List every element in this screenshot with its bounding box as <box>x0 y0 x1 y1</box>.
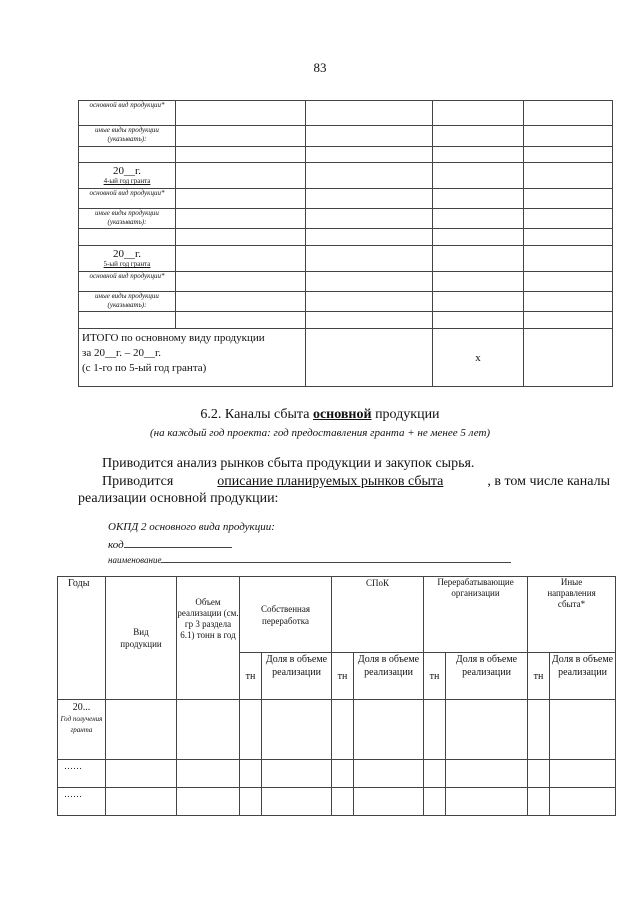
table-cell[interactable] <box>79 312 176 329</box>
table-row <box>79 272 613 292</box>
table-cell[interactable] <box>524 163 613 189</box>
table-cell[interactable] <box>306 126 433 147</box>
total-line-3: (с 1-го по 5-ый год гранта) <box>82 362 207 374</box>
okpd-heading: ОКПД 2 основного вида продукции: <box>108 521 275 533</box>
table-row <box>79 163 613 189</box>
table-cell[interactable] <box>528 788 550 816</box>
page-number: 83 <box>313 60 327 75</box>
table-row <box>58 788 616 816</box>
table-cell[interactable] <box>306 312 433 329</box>
total-row <box>79 329 613 387</box>
row-ellipsis: …… <box>58 788 106 816</box>
table-cell[interactable] <box>176 209 306 229</box>
table-cell[interactable] <box>79 147 176 163</box>
table-cell[interactable] <box>176 312 306 329</box>
table-cell[interactable] <box>306 246 433 272</box>
table-cell[interactable] <box>433 246 524 272</box>
table-cell[interactable] <box>306 189 433 209</box>
row-ellipsis: …… <box>58 760 106 788</box>
table-row <box>79 126 613 147</box>
header-years: Годы <box>58 577 106 700</box>
table-row <box>58 760 616 788</box>
table-cell[interactable] <box>424 700 446 760</box>
table-cell[interactable] <box>433 209 524 229</box>
table-row <box>79 147 613 163</box>
row-label: иные виды продукции (указывать): <box>79 126 176 147</box>
year-cell <box>79 246 176 272</box>
table-cell[interactable] <box>433 272 524 292</box>
row-label: основной вид продукции* <box>79 101 176 126</box>
table-cell[interactable] <box>424 760 446 788</box>
table-cell[interactable] <box>262 788 332 816</box>
section-subtitle: (на каждый год проекта: год предоставления гранта + не менее 5 лет) <box>149 427 491 439</box>
table-cell[interactable] <box>177 700 240 760</box>
table-cell[interactable] <box>176 229 306 246</box>
table-cell[interactable] <box>332 788 354 816</box>
table-cell[interactable] <box>424 788 446 816</box>
okpd-name-label: наименование <box>108 555 162 565</box>
row-year: 20... <box>72 702 91 713</box>
table-cell[interactable] <box>550 760 616 788</box>
table-cell[interactable] <box>433 101 524 126</box>
row-label: иные виды продукции (указывать): <box>79 292 176 312</box>
table-cell[interactable] <box>79 229 176 246</box>
subheader-tn: тн <box>332 653 354 700</box>
subheader-tn: тн <box>424 653 446 700</box>
table-row <box>79 312 613 329</box>
paragraph-2-pre: Приводится <box>102 474 174 489</box>
section-title-bold: основной <box>312 407 372 422</box>
table-row <box>79 246 613 272</box>
header-spok: СПоК <box>332 577 424 653</box>
total-line-2: за 20__г. – 20__г. <box>82 347 162 359</box>
table-cell[interactable] <box>446 700 528 760</box>
table-row <box>79 229 613 246</box>
total-x: х <box>433 329 524 387</box>
table-cell[interactable] <box>306 209 433 229</box>
row-label: основной вид продукции* <box>79 189 176 209</box>
header-row <box>58 577 616 653</box>
subheader-share: Доля в объеме реализации <box>550 653 616 700</box>
table-cell[interactable] <box>306 229 433 246</box>
table-cell[interactable] <box>446 788 528 816</box>
table-cell[interactable] <box>306 101 433 126</box>
table-cell[interactable] <box>524 272 613 292</box>
okpd-code-field[interactable] <box>124 537 232 548</box>
table-row <box>79 292 613 312</box>
production-table <box>78 100 613 387</box>
sales-channels-table <box>57 576 616 816</box>
table-cell[interactable] <box>306 147 433 163</box>
table-cell[interactable] <box>176 292 306 312</box>
table-cell[interactable] <box>354 760 424 788</box>
table-cell[interactable] <box>433 147 524 163</box>
table-cell[interactable] <box>524 147 613 163</box>
table-cell[interactable] <box>176 147 306 163</box>
row-year-cell <box>58 700 106 760</box>
table-cell[interactable] <box>106 700 177 760</box>
table-cell[interactable] <box>433 292 524 312</box>
subheader-share: Доля в объеме реализации <box>446 653 528 700</box>
table-cell[interactable] <box>306 272 433 292</box>
okpd-code <box>108 537 232 551</box>
okpd-code-label: код <box>108 539 124 551</box>
table-cell[interactable] <box>524 312 613 329</box>
table-cell[interactable] <box>550 788 616 816</box>
year-label: 20__г. <box>112 165 142 177</box>
table-cell[interactable] <box>306 292 433 312</box>
table-cell[interactable] <box>262 760 332 788</box>
table-cell[interactable] <box>524 209 613 229</box>
table-cell[interactable] <box>240 700 262 760</box>
table-cell[interactable] <box>306 163 433 189</box>
section-title-post: продукции <box>371 407 440 422</box>
table-cell[interactable] <box>177 760 240 788</box>
header-volume: Объем реализации (см. гр 3 раздела 6.1) тонн в год <box>177 577 240 700</box>
table-cell[interactable] <box>176 101 306 126</box>
table-cell[interactable] <box>176 126 306 147</box>
table-cell[interactable] <box>177 788 240 816</box>
table-cell[interactable] <box>433 189 524 209</box>
table-cell[interactable] <box>106 760 177 788</box>
table-cell[interactable] <box>446 760 528 788</box>
table-cell[interactable] <box>524 101 613 126</box>
table-cell[interactable] <box>306 329 433 387</box>
table-cell[interactable] <box>176 272 306 292</box>
row-label: иные виды продукции (указывать): <box>79 209 176 229</box>
table-cell[interactable] <box>433 312 524 329</box>
table-cell[interactable] <box>433 126 524 147</box>
okpd-name <box>108 554 511 565</box>
paragraph-1: Приводится анализ рынков сбыта продукции и закупок сырья. <box>102 456 475 471</box>
row-year-note: Год получения гранта <box>60 715 103 734</box>
table-cell[interactable] <box>433 163 524 189</box>
paragraph-2-underlined: описание планируемых рынков сбыта <box>217 474 444 489</box>
table-cell[interactable] <box>262 700 332 760</box>
subheader-share: Доля в объеме реализации <box>262 653 332 700</box>
table-row <box>58 700 616 760</box>
total-label-cell <box>79 329 306 387</box>
paragraph-2-post: , в том числе каналы <box>487 474 610 489</box>
year-label: 20__г. <box>112 248 142 260</box>
okpd-name-field[interactable] <box>161 554 511 563</box>
table-cell[interactable] <box>524 329 613 387</box>
paragraph-2 <box>102 474 610 490</box>
year-sub-label: 5-ый год гранта <box>103 260 151 268</box>
table-row <box>79 101 613 126</box>
table-row <box>79 209 613 229</box>
row-label: основной вид продукции* <box>79 272 176 292</box>
table-cell[interactable] <box>550 700 616 760</box>
header-product: Вид продукции <box>106 577 177 700</box>
year-sub-label: 4-ый год гранта <box>103 177 151 185</box>
table-cell[interactable] <box>524 126 613 147</box>
table-cell[interactable] <box>332 760 354 788</box>
table-cell[interactable] <box>176 246 306 272</box>
table-cell[interactable] <box>332 700 354 760</box>
year-cell <box>79 163 176 189</box>
table-cell[interactable] <box>524 292 613 312</box>
subheader-share: Доля в объеме реализации <box>354 653 424 700</box>
total-line-1: ИТОГО по основному виду продукции <box>82 332 265 344</box>
paragraph-2-line-2: реализации основной продукции: <box>78 491 279 506</box>
table-cell[interactable] <box>354 700 424 760</box>
table-cell[interactable] <box>528 760 550 788</box>
section-title <box>0 407 640 423</box>
table-cell[interactable] <box>176 163 306 189</box>
header-own: Собственная переработка <box>240 577 332 653</box>
table-cell[interactable] <box>524 246 613 272</box>
subheader-tn: тн <box>240 653 262 700</box>
table-cell[interactable] <box>240 760 262 788</box>
table-cell[interactable] <box>176 189 306 209</box>
table-cell[interactable] <box>106 788 177 816</box>
table-cell[interactable] <box>354 788 424 816</box>
subheader-tn: тн <box>528 653 550 700</box>
table-cell[interactable] <box>528 700 550 760</box>
table-cell[interactable] <box>433 229 524 246</box>
section-title-pre: 6.2. Каналы сбыта <box>200 407 313 422</box>
table-cell[interactable] <box>524 189 613 209</box>
table-row <box>79 189 613 209</box>
header-processing: Перерабатывающие организации <box>424 577 528 653</box>
table-cell[interactable] <box>240 788 262 816</box>
header-other: Иные направления сбыта* <box>528 577 616 653</box>
table-cell[interactable] <box>524 229 613 246</box>
